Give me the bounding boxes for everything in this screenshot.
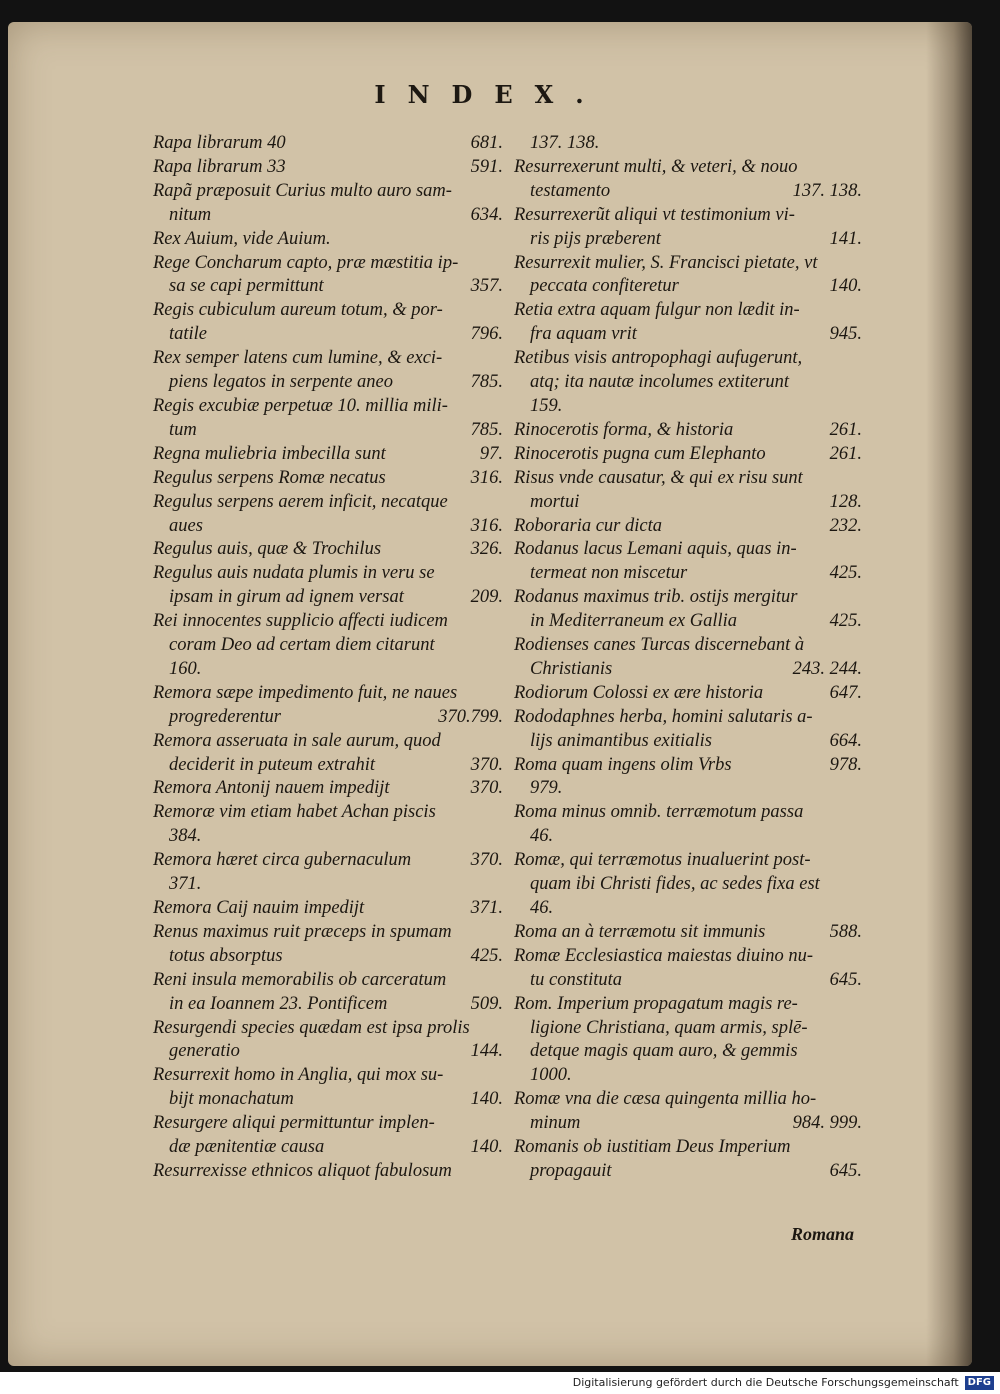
index-entry (153, 634, 503, 658)
index-entry-text: Remoræ vim etiam habet Achan piscis (153, 802, 436, 823)
index-page-number: 634. (470, 204, 503, 225)
index-page-number: 209. (470, 587, 503, 608)
dfg-logo: DFG (965, 1376, 994, 1390)
index-entry-text: tu constituta (530, 969, 622, 990)
index-entry-text: Resurrexit mulier, S. Francisci pietate, vt (514, 252, 818, 273)
index-entry-text: Remora sæpe impedimento fuit, ne naues (153, 682, 458, 703)
index-entry (514, 228, 862, 252)
index-entry-text: mortui (530, 491, 580, 512)
index-entry-text: 137. 138. (530, 133, 600, 153)
index-entry (514, 299, 862, 323)
index-entry-text: progrederentur (169, 706, 282, 727)
index-entry-text: Rom. Imperium propagatum magis re- (514, 993, 798, 1014)
index-entry (153, 993, 503, 1017)
index-entry-text: Roma an à terræmotu sit immunis (514, 921, 766, 942)
index-entry-text: Remora Antonij nauem impedijt (153, 778, 390, 799)
index-column-right (514, 132, 862, 1184)
index-page-number: 425. (829, 611, 862, 632)
index-entry-text: Resurrexerunt multi, & veteri, & nouo (514, 156, 798, 177)
page-gutter-shadow (926, 22, 972, 1366)
index-entry (514, 204, 862, 228)
index-entry-text: termeat non miscetur (530, 563, 688, 584)
index-entry (153, 1112, 503, 1136)
index-entry (153, 1040, 503, 1064)
index-page-number: 370. (470, 778, 503, 799)
index-entry (153, 419, 503, 443)
index-page-number: 945. (829, 324, 862, 345)
index-entry (153, 1017, 503, 1041)
index-entry-text: Rapa librarum 33 (153, 156, 286, 177)
index-entry-text: nitum (169, 204, 212, 225)
index-entry (153, 371, 503, 395)
index-entry (514, 993, 862, 1017)
index-entry-text: lijs animantibus exitialis (530, 730, 712, 751)
index-entry-text: Rododaphnes herba, homini salutaris a- (514, 706, 813, 727)
index-entry (514, 825, 862, 849)
index-page-number: 243. 244. (792, 658, 862, 679)
index-page-number: 137. 138. (792, 180, 862, 201)
index-entry-text: Resurrexit homo in Anglia, qui mox su- (153, 1065, 444, 1086)
index-page-number: 425. (470, 945, 503, 966)
index-entry-text: tatile (169, 324, 208, 345)
index-page-number: 509. (470, 993, 503, 1014)
index-entry-text: coram Deo ad certam diem citarunt (169, 635, 435, 656)
index-entry (153, 491, 503, 515)
index-entry-text: Retibus visis antropophagi aufugerunt, (514, 348, 803, 369)
index-page-number: 316. (470, 515, 503, 536)
index-entry-text: in Mediterraneum ex Gallia (530, 611, 738, 632)
index-entry-text: Regis excubiæ perpetuæ 10. millia mili- (153, 395, 448, 416)
index-entry-text: Regulus serpens aerem inficit, necatque (153, 491, 448, 512)
index-entry-text: Remora Caij nauim impedijt (153, 898, 365, 918)
index-page-number: 371. (470, 898, 503, 918)
index-entry (153, 825, 503, 849)
index-page-number: 144. (470, 1041, 503, 1062)
index-entry-text: Rei innocentes supplicio affecti iudicem (153, 611, 448, 632)
index-page-number: 984. 999. (792, 1113, 862, 1134)
index-entry (514, 706, 862, 730)
index-entry (153, 897, 503, 921)
index-page-number: 326. (470, 539, 503, 560)
index-entry (153, 849, 503, 873)
index-entry (153, 347, 503, 371)
index-entry (153, 1064, 503, 1088)
index-entry (153, 706, 503, 730)
index-entry (153, 1088, 503, 1112)
index-page-number: 370.799. (438, 706, 503, 727)
index-entry-text: tum (169, 419, 197, 440)
index-page-number: 140. (470, 1137, 503, 1158)
index-entry (514, 777, 862, 801)
index-entry (153, 156, 503, 180)
index-entry (514, 491, 862, 515)
index-entry (514, 1088, 862, 1112)
index-entry (153, 1160, 503, 1184)
index-entry-text: Rex semper latens cum lumine, & exci- (153, 348, 443, 369)
index-entry (153, 777, 503, 801)
index-page-number: 785. (470, 419, 503, 440)
index-entry-text: Resurgendi species quædam est ipsa prolis (153, 1017, 470, 1038)
index-page-number: 681. (470, 133, 503, 153)
index-entry-text: aues (169, 515, 203, 536)
index-entry (514, 562, 862, 586)
digitization-footer (0, 1372, 1000, 1394)
index-entry (153, 658, 503, 682)
index-entry (514, 538, 862, 562)
index-page-number: 591. (470, 156, 503, 177)
index-page-number: 140. (470, 1089, 503, 1110)
index-entry (514, 1136, 862, 1160)
index-entry-text: peccata confiteretur (530, 276, 679, 297)
index-entry-text: Regulus auis nudata plumis in veru se (153, 563, 435, 584)
page-header: INDEX. (374, 80, 606, 109)
index-entry-text: piens legatos in serpente aneo (169, 372, 394, 393)
index-entry-text: 159. (530, 395, 563, 416)
index-entry-text: Rinocerotis pugna cum Elephanto (514, 443, 766, 464)
index-entry (514, 730, 862, 754)
index-entry-text: Rapa librarum 40 (153, 133, 286, 153)
index-entry (514, 156, 862, 180)
index-entry-text: Romæ vna die cæsa quingenta millia ho- (514, 1089, 817, 1110)
index-entry (514, 515, 862, 539)
index-entry-text: sa se capi permittunt (169, 276, 324, 297)
index-entry (153, 730, 503, 754)
index-entry-text: detque magis quam auro, & gemmis (530, 1041, 798, 1062)
index-page-number: 141. (829, 228, 862, 249)
index-entry (153, 754, 503, 778)
index-entry (153, 467, 503, 491)
index-entry (514, 180, 862, 204)
index-entry-text: 46. (530, 898, 554, 918)
index-entry (514, 275, 862, 299)
index-entry-text: Renus maximus ruit præceps in spumam (153, 921, 452, 942)
index-page-number: 785. (470, 372, 503, 393)
index-entry (153, 515, 503, 539)
index-entry (514, 443, 862, 467)
index-entry-text: fra aquam vrit (530, 324, 637, 345)
index-entry-text: Rodienses canes Turcas discernebant à (514, 635, 805, 656)
index-entry-text: Rapã præposuit Curius multo auro sam- (153, 180, 452, 201)
index-entry (153, 228, 503, 252)
index-entry (153, 873, 503, 897)
book-page (8, 22, 972, 1366)
footer-text: Digitalisierung gefördert durch die Deutsche Forschungsgemeinschaft (572, 1376, 959, 1389)
index-entry (153, 1136, 503, 1160)
index-page-number: 370. (470, 850, 503, 871)
index-entry (514, 371, 862, 395)
index-entry-text: Rex Auium, vide Auium. (153, 228, 331, 249)
index-entry (153, 275, 503, 299)
index-entry (514, 801, 862, 825)
index-page-number: 425. (829, 563, 862, 584)
index-entry-text: 371. (169, 874, 202, 895)
index-page-number: 140. (829, 276, 862, 297)
index-entry (153, 443, 503, 467)
index-entry-text: Roma quam ingens olim Vrbs (514, 754, 732, 775)
index-entry (514, 1112, 862, 1136)
index-page-number: 97. (479, 443, 503, 464)
index-page-number: 647. (829, 682, 862, 703)
index-entry (153, 682, 503, 706)
index-entry-text: 46. (530, 826, 554, 847)
index-entry (514, 849, 862, 873)
index-entry (514, 586, 862, 610)
index-entry-text: Rodanus lacus Lemani aquis, quas in- (514, 539, 797, 560)
index-page-number: 316. (470, 467, 503, 488)
index-entry (514, 873, 862, 897)
index-entry (514, 1017, 862, 1041)
index-entry-text: Rodiorum Colossi ex ære historia (514, 682, 764, 703)
index-entry (514, 395, 862, 419)
catchword: Romana (790, 1224, 854, 1244)
index-entry (514, 658, 862, 682)
index-entry-text: Resurrexisse ethnicos aliquot fabulosum (153, 1160, 452, 1181)
index-entry (153, 323, 503, 347)
index-entry-text: ligione Christiana, quam armis, splē- (530, 1017, 808, 1038)
index-entry-text: Christianis (530, 658, 613, 679)
index-page-number: 232. (829, 515, 862, 536)
index-entry-text: Romæ, qui terræmotus inualuerint post- (514, 850, 811, 871)
index-page-number: 370. (470, 754, 503, 775)
index-entry (514, 1040, 862, 1064)
index-entry (514, 945, 862, 969)
index-entry-text: minum (530, 1113, 581, 1134)
index-entry (153, 395, 503, 419)
index-page-number: 357. (470, 276, 503, 297)
index-entry-text: atq; ita nautæ incolumes extiterunt (530, 372, 789, 393)
index-entry-text: 979. (530, 778, 563, 799)
index-entry-text: Rodanus maximus trib. ostijs mergitur (514, 587, 798, 608)
index-entry-text: Regna muliebria imbecilla sunt (153, 443, 386, 464)
index-entry (153, 610, 503, 634)
index-entry-text: Reni insula memorabilis ob carceratum (153, 969, 447, 990)
index-entry (514, 897, 862, 921)
index-entry-text: propagauit (530, 1160, 612, 1181)
index-entry-text: Remora hæret circa gubernaculum (153, 850, 412, 871)
index-entry-text: testamento (530, 180, 611, 201)
index-entry (153, 969, 503, 993)
index-entry (514, 1160, 862, 1184)
index-entry-text: Regis cubiculum aureum totum, & por- (153, 300, 443, 321)
index-entry (153, 801, 503, 825)
index-entry (153, 586, 503, 610)
index-page-number: 664. (829, 730, 862, 751)
index-entry (514, 682, 862, 706)
index-entry (514, 132, 862, 156)
index-entry-text: Romanis ob iustitiam Deus Imperium (514, 1137, 791, 1158)
index-entry-text: ipsam in girum ad ignem versat (169, 587, 404, 608)
index-entry (153, 945, 503, 969)
index-entry (153, 204, 503, 228)
index-entry (514, 1064, 862, 1088)
index-entry (514, 969, 862, 993)
index-entry-text: Retia extra aquam fulgur non lædit in- (514, 300, 800, 321)
index-entry-text: Roboraria cur dicta (514, 515, 662, 536)
index-entry-text: quam ibi Christi fides, ac sedes fixa est (530, 874, 820, 895)
index-entry (514, 323, 862, 347)
index-entry (153, 921, 503, 945)
index-entry (514, 419, 862, 443)
index-entry-text: Remora asseruata in sale aurum, quod (153, 730, 441, 751)
index-entry-text: Risus vnde causatur, & qui ex risu sunt (514, 467, 803, 488)
index-column-left (153, 132, 503, 1184)
index-entry-text: Regulus serpens Romæ necatus (153, 467, 386, 488)
index-entry (153, 562, 503, 586)
index-entry-text: Roma minus omnib. terræmotum passa (514, 802, 804, 823)
index-page-number: 261. (829, 443, 862, 464)
index-entry-text: Resurgere aliqui permittuntur implen- (153, 1113, 435, 1134)
index-entry (514, 467, 862, 491)
index-entry-text: Resurrexerũt aliqui vt testimonium vi- (514, 204, 795, 225)
index-entry-text: in ea Ioannem 23. Pontificem (169, 993, 388, 1014)
index-entry-text: ris pijs præberent (530, 228, 661, 249)
index-page-number: 645. (829, 1160, 862, 1181)
index-entry-text: 384. (169, 826, 202, 847)
index-page-number: 645. (829, 969, 862, 990)
index-entry-text: bijt monachatum (169, 1089, 294, 1110)
index-entry (153, 299, 503, 323)
index-page-number: 978. (829, 754, 862, 775)
index-entry-text: 160. (169, 658, 202, 679)
index-entry-text: Rinocerotis forma, & historia (514, 419, 734, 440)
index-entry (514, 754, 862, 778)
index-page-number: 128. (829, 491, 862, 512)
index-entry (153, 180, 503, 204)
index-entry (153, 538, 503, 562)
index-entry-text: generatio (169, 1041, 240, 1062)
index-page-number: 261. (829, 419, 862, 440)
index-entry (514, 252, 862, 276)
index-entry-text: Regulus auis, quæ & Trochilus (153, 539, 382, 560)
index-entry-text: Rege Concharum capto, præ mæstitia ip- (153, 252, 459, 273)
index-page-number: 588. (829, 921, 862, 942)
index-entry-text: 1000. (530, 1065, 572, 1086)
index-entry-text: Romæ Ecclesiastica maiestas diuino nu- (514, 945, 814, 966)
index-entry (514, 610, 862, 634)
index-entry-text: dæ pænitentiæ causa (169, 1137, 325, 1158)
index-entry-text: deciderit in puteum extrahit (169, 754, 376, 775)
index-entry (514, 347, 862, 371)
index-entry (514, 634, 862, 658)
index-page-number: 796. (470, 324, 503, 345)
index-entry-text: totus absorptus (169, 945, 283, 966)
index-entry (514, 921, 862, 945)
index-entry (153, 132, 503, 156)
index-entry (153, 252, 503, 276)
